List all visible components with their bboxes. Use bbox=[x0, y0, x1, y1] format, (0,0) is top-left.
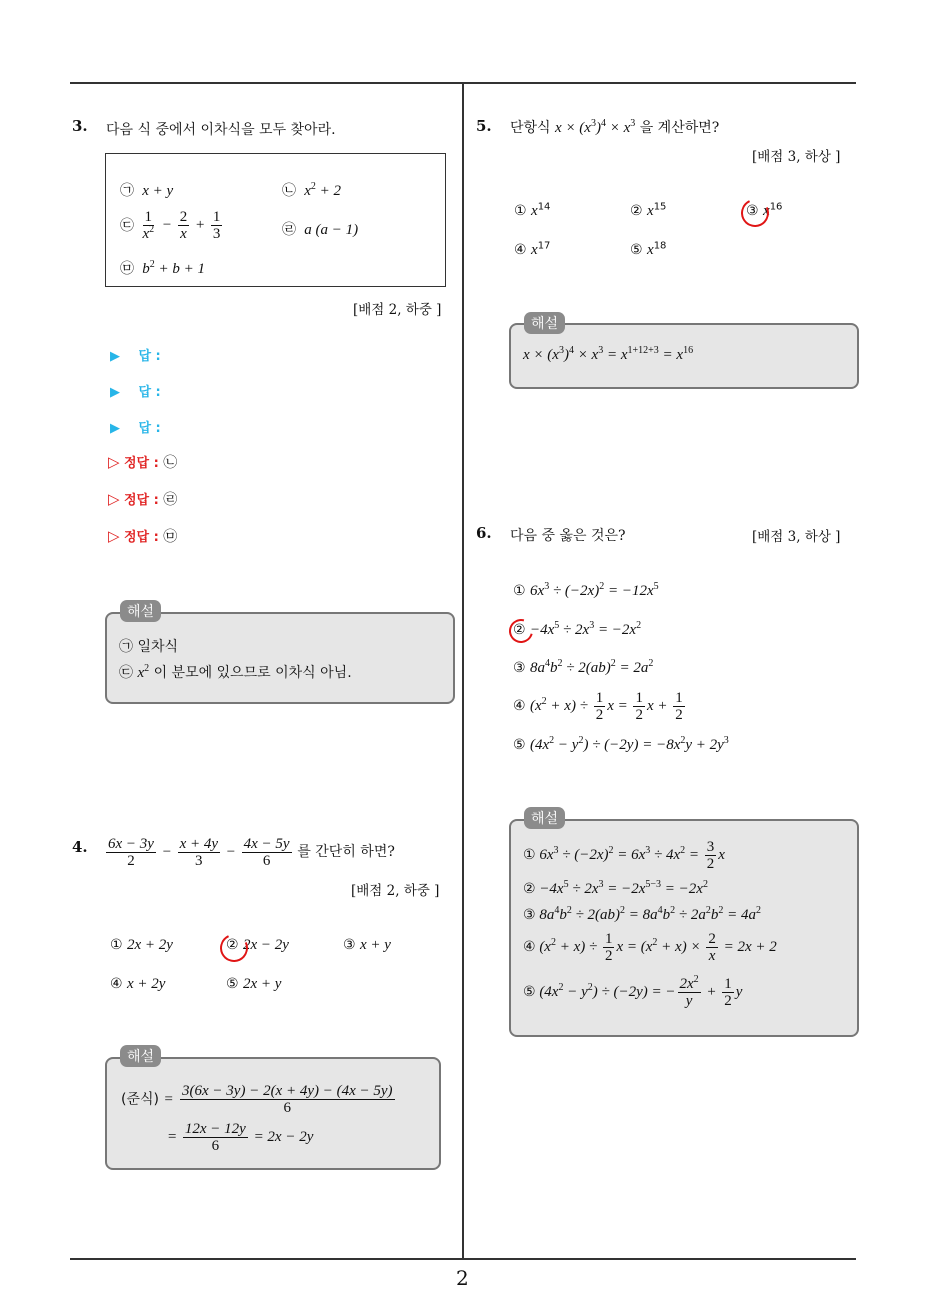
q4-option-5[interactable]: ⑤ 2x + y bbox=[226, 976, 282, 992]
q6-explanation-line-1: ① $6x^3 \div (-2x)^2 = 6x^3 \div 4x^2$ = $\frac{3}{2}$ x bbox=[523, 839, 725, 872]
q3-answer-row-2 bbox=[110, 381, 161, 400]
q4-explanation-box: (준식) = $\frac{3(6x - 3y) - 2(x + 4y) - (4x - 5y)}{6}$ = $\frac{12x - 12y}{6}$ = 2x − 2y bbox=[105, 1057, 441, 1170]
q3-choice-e-mark: ㉤ bbox=[120, 261, 134, 277]
q6-explanation-line-4: ④ $(x^2 + x)$ ÷ $\frac{1}{2}$ $x = (x^2 + x)$ × $\frac{2}{x}$ = 2x + 2 bbox=[523, 931, 777, 964]
q3-choice-c: $\frac{1}{x^2}$ − $\frac{2}{x}$ + $\frac{1}{3}$ bbox=[142, 209, 221, 242]
play-arrow-icon: ▶ bbox=[110, 385, 120, 400]
q5-expression: $x \times (x^3)^4 \times x^3$ bbox=[555, 118, 636, 136]
q4-text-row bbox=[104, 836, 395, 869]
play-arrow-icon: ▶ bbox=[110, 421, 120, 436]
q6-number: 6. bbox=[476, 524, 492, 542]
q4-option-4[interactable]: ④ x + 2y bbox=[110, 976, 166, 992]
column-divider bbox=[462, 83, 464, 1259]
q3-choice-c-mark: ㉢ bbox=[120, 217, 134, 234]
q4-option-2[interactable]: ② 2x − 2y bbox=[226, 937, 289, 953]
q5-score: [배점 3, 하상 ] bbox=[752, 149, 841, 165]
q3-correct-row-3 bbox=[108, 526, 177, 546]
q6-option-3[interactable]: ③ $8a^4b^2 \div 2(ab)^2 = 2a^2$ bbox=[513, 658, 654, 676]
correct-value: ㉤ bbox=[163, 529, 178, 545]
footer-rule bbox=[70, 1258, 856, 1260]
q4-option-1[interactable]: ① 2x + 2y bbox=[110, 937, 173, 953]
q6-explanation-tag: 해설 bbox=[524, 807, 565, 829]
answer-label: 답 : bbox=[138, 349, 161, 364]
q4-explanation-line-1: $\frac{3(6x - 3y) - 2(x + 4y) - (4x - 5y)}{6}$ bbox=[182, 1083, 393, 1116]
q3-choice-box bbox=[105, 153, 446, 287]
outline-arrow-icon: ▷ bbox=[108, 453, 120, 471]
q5-explanation-tag: 해설 bbox=[524, 312, 565, 334]
outline-arrow-icon: ▷ bbox=[108, 527, 120, 545]
q3-correct-row-1 bbox=[108, 452, 177, 472]
q5-explanation-line: $x \times (x^3)^4 \times x^3 = x^{1+12+3} = x^{16}$ bbox=[523, 345, 694, 363]
page-number: 2 bbox=[456, 1266, 469, 1290]
q4-explanation-result: = 2x − 2y bbox=[253, 1128, 314, 1145]
q6-explanation-line-2: ② $-4x^5 \div 2x^3 = -2x^{5-3} = -2x^2$ bbox=[523, 879, 708, 897]
q5-number: 5. bbox=[476, 117, 492, 135]
q3-choice-b: $x^2 + 2$ bbox=[300, 181, 341, 199]
q5-text-row bbox=[510, 117, 719, 137]
q3-number: 3. bbox=[72, 117, 88, 135]
answer-label: 답 : bbox=[138, 421, 161, 436]
correct-value: ㉡ bbox=[163, 455, 178, 471]
q4-explanation-label: (준식) bbox=[121, 1091, 159, 1108]
q4-expression: $\frac{6x - 3y}{2}$ − $\frac{x + 4y}{3}$ − $\frac{4x - 5y}{6}$ bbox=[108, 836, 290, 869]
q3-choice-d: a (a − 1) bbox=[300, 222, 359, 238]
q4-explanation-line-2: $\frac{12x - 12y}{6}$ bbox=[184, 1121, 246, 1154]
q5-option-1[interactable]: ① $x^{14}$ bbox=[514, 201, 551, 219]
q4-text: 를 간단히 하면? bbox=[297, 843, 395, 860]
q3-answer-row-3 bbox=[110, 417, 161, 436]
q3-explanation-box bbox=[105, 612, 455, 704]
q6-explanation-line-3: ③ $8a^4b^2 \div 2(ab)^2 = 8a^4b^2 \div 2a^2b^2 = 4a^2$ bbox=[523, 905, 762, 923]
q3-correct-row-2 bbox=[108, 489, 177, 509]
q5-option-2[interactable]: ② $x^{15}$ bbox=[630, 201, 667, 219]
q4-score: [배점 2, 하중 ] bbox=[351, 883, 440, 899]
q3-explanation-line-1: ㉠ 일차식 bbox=[119, 639, 179, 655]
correct-value: ㉣ bbox=[163, 492, 178, 508]
q4-number: 4. bbox=[72, 838, 88, 856]
q3-answer-row-1 bbox=[110, 345, 161, 364]
correct-label: 정답 : bbox=[124, 493, 159, 508]
q6-option-4[interactable]: ④ $(x^2 + x)$ ÷ $\frac{1}{2}$ x = $\frac{1}{2}$ x + $\frac{1}{2}$ bbox=[513, 690, 683, 723]
q5-option-4[interactable]: ④ $x^{17}$ bbox=[514, 240, 551, 258]
q3-choice-b-mark: ㉡ bbox=[282, 183, 296, 199]
q5-selected-circle bbox=[737, 195, 773, 231]
q3-explanation-line-2: ㉢ $x^2$ 이 분모에 있으므로 이차식 아님. bbox=[119, 663, 352, 681]
q3-explanation-tag: 해설 bbox=[120, 600, 161, 622]
correct-label: 정답 : bbox=[124, 530, 159, 545]
q6-selected-circle bbox=[505, 615, 538, 648]
q6-explanation-box bbox=[509, 819, 859, 1037]
q5-text-prefix: 단항식 bbox=[510, 120, 551, 136]
q3-choice-a-mark: ㉠ bbox=[120, 183, 134, 199]
q6-option-1[interactable]: ① $6x^3 \div (-2x)^2 = -12x^5$ bbox=[513, 581, 659, 599]
q3-score: [배점 2, 하중 ] bbox=[353, 302, 442, 318]
q3-choice-d-mark: ㉣ bbox=[282, 222, 296, 238]
q5-option-5[interactable]: ⑤ $x^{18}$ bbox=[630, 240, 667, 258]
outline-arrow-icon: ▷ bbox=[108, 490, 120, 508]
q3-choice-a: x + y bbox=[138, 183, 174, 199]
play-arrow-icon: ▶ bbox=[110, 349, 120, 364]
q6-score: [배점 3, 하상 ] bbox=[752, 529, 841, 545]
q6-option-5[interactable]: ⑤ $(4x^2 - y^2) \div (-2y) = -8x^2y + 2y^3$ bbox=[513, 735, 729, 753]
q4-selected-circle bbox=[216, 930, 252, 966]
q6-option-2[interactable]: ② $-4x^5 \div 2x^3 = -2x^2$ bbox=[513, 620, 642, 638]
q3-choice-e: $b^2 + b + 1$ bbox=[138, 259, 205, 277]
q6-explanation-line-5: ⑤ $(4x^2 - y^2) \div (-2y)$ = − $\frac{2x^2}{y}$ + $\frac{1}{2}$ y bbox=[523, 974, 743, 1009]
q6-text: 다음 중 옳은 것은? bbox=[510, 528, 626, 544]
q5-text-suffix: 을 계산하면? bbox=[639, 120, 720, 136]
answer-label: 답 : bbox=[138, 385, 161, 400]
q3-text: 다음 식 중에서 이차식을 모두 찾아라. bbox=[106, 122, 336, 138]
correct-label: 정답 : bbox=[124, 456, 159, 471]
q4-explanation-tag: 해설 bbox=[120, 1045, 161, 1067]
q5-option-3[interactable]: ③ $x^{16}$ bbox=[746, 201, 783, 219]
q4-option-3[interactable]: ③ x + y bbox=[343, 937, 391, 953]
